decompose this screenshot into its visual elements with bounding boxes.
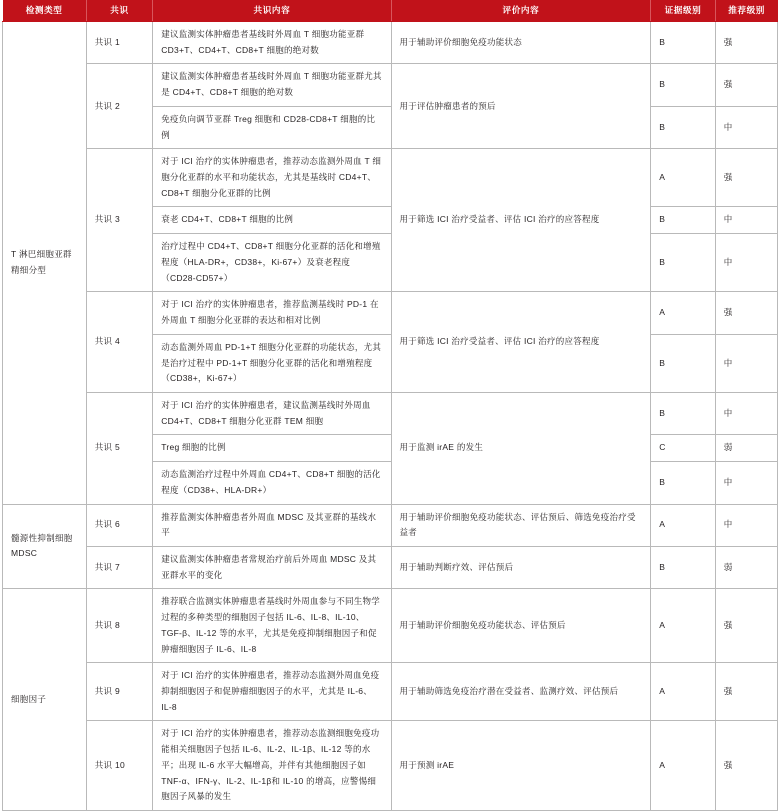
table-row — [3, 64, 778, 106]
table-body — [3, 22, 778, 811]
table-row — [3, 589, 778, 663]
recommend-level-cell: 中 — [715, 106, 777, 148]
evidence-level-cell: A — [651, 721, 715, 811]
evaluation-content-cell: 用于预测 irAE — [391, 721, 651, 811]
header-evaluation-content: 评价内容 — [391, 0, 651, 22]
recommend-level-cell: 中 — [715, 462, 777, 504]
consensus-number-cell: 共识 7 — [86, 546, 153, 588]
evidence-level-cell: B — [651, 392, 715, 434]
evidence-level-cell: B — [651, 462, 715, 504]
consensus-content-cell: 动态监测外周血 PD-1+T 细胞分化亚群的功能状态，尤其是治疗过程中 PD-1+T 细胞分化亚群的活化和增殖程度（CD38+，Ki-67+） — [153, 334, 391, 392]
table-row — [3, 392, 778, 434]
table-header — [3, 0, 778, 22]
consensus-number-cell: 共识 5 — [86, 392, 153, 504]
detection-type-cell: T 淋巴细胞亚群精细分型 — [3, 22, 87, 505]
evaluation-content-cell: 用于辅助筛选免疫治疗潜在受益者、监测疗效、评估预后 — [391, 663, 651, 721]
consensus-content-cell: 对于 ICI 治疗的实体肿瘤患者，推荐监测基线时 PD-1 在外周血 T 细胞分化亚群的表达和相对比例 — [153, 292, 391, 334]
recommend-level-cell: 弱 — [715, 546, 777, 588]
evaluation-content-cell: 用于筛选 ICI 治疗受益者、评估 ICI 治疗的应答程度 — [391, 292, 651, 393]
header-row — [3, 0, 778, 22]
consensus-number-cell: 共识 2 — [86, 64, 153, 149]
consensus-content-cell: 对于 ICI 治疗的实体肿瘤患者，推荐动态监测细胞免疫功能相关细胞因子包括 IL-6、IL-2、IL-1β、IL-12 等的水平；出现 IL-6 水平大幅增高，并伴有其他细胞因子如 TNF-α、IFN-γ、IL-2、IL-1β和 IL-10 的增高，应警惕细胞因子风暴的发生 — [153, 721, 391, 811]
header-consensus: 共识 — [86, 0, 153, 22]
evaluation-content-cell: 用于辅助评价细胞免疫功能状态、评估预后、筛选免疫治疗受益者 — [391, 504, 651, 546]
consensus-content-cell: 推荐监测实体肿瘤患者外周血 MDSC 及其亚群的基线水平 — [153, 504, 391, 546]
consensus-content-cell: 推荐联合监测实体肿瘤患者基线时外周血参与不同生物学过程的多种类型的细胞因子包括 IL-6、IL-8、IL-10、TGF-β、IL-12 等的水平，尤其是免疫抑制细胞因子和促肿瘤细胞因子 IL-6、IL-8 — [153, 589, 391, 663]
recommend-level-cell: 中 — [715, 334, 777, 392]
evidence-level-cell: C — [651, 435, 715, 462]
evidence-level-cell: A — [651, 663, 715, 721]
table-row — [3, 22, 778, 64]
evidence-level-cell: B — [651, 207, 715, 234]
table-row — [3, 721, 778, 811]
header-detection-type: 检测类型 — [3, 0, 87, 22]
evidence-level-cell: B — [651, 64, 715, 106]
recommend-level-cell: 强 — [715, 721, 777, 811]
consensus-number-cell: 共识 9 — [86, 663, 153, 721]
evidence-level-cell: A — [651, 504, 715, 546]
table-row — [3, 663, 778, 721]
detection-type-cell: 髓源性抑制细胞 MDSC — [3, 504, 87, 589]
evidence-level-cell: B — [651, 106, 715, 148]
consensus-table — [2, 0, 778, 811]
recommend-level-cell: 强 — [715, 64, 777, 106]
recommend-level-cell: 强 — [715, 663, 777, 721]
evaluation-content-cell: 用于监测 irAE 的发生 — [391, 392, 651, 504]
header-evidence-level: 证据级别 — [651, 0, 715, 22]
evidence-level-cell: A — [651, 292, 715, 334]
evaluation-content-cell: 用于辅助评价细胞免疫功能状态 — [391, 22, 651, 64]
recommend-level-cell: 中 — [715, 234, 777, 292]
consensus-number-cell: 共识 1 — [86, 22, 153, 64]
recommend-level-cell: 强 — [715, 22, 777, 64]
consensus-number-cell: 共识 3 — [86, 149, 153, 292]
consensus-content-cell: 对于 ICI 治疗的实体肿瘤患者，推荐动态监测外周血免疫抑制细胞因子和促肿瘤细胞因子的水平，尤其是 IL-6、IL-8 — [153, 663, 391, 721]
evaluation-content-cell: 用于评估肿瘤患者的预后 — [391, 64, 651, 149]
recommend-level-cell: 中 — [715, 392, 777, 434]
evaluation-content-cell: 用于辅助评价细胞免疫功能状态、评估预后 — [391, 589, 651, 663]
consensus-content-cell: 动态监测治疗过程中外周血 CD4+T、CD8+T 细胞的活化程度（CD38+、HLA-DR+） — [153, 462, 391, 504]
header-consensus-content: 共识内容 — [153, 0, 391, 22]
consensus-content-cell: 治疗过程中 CD4+T、CD8+T 细胞分化亚群的活化和增殖程度（HLA-DR+，CD38+，Ki-67+）及衰老程度（CD28-CD57+） — [153, 234, 391, 292]
consensus-content-cell: 免疫负向调节亚群 Treg 细胞和 CD28-CD8+T 细胞的比例 — [153, 106, 391, 148]
detection-type-cell: 细胞因子 — [3, 589, 87, 811]
recommend-level-cell: 中 — [715, 207, 777, 234]
header-recommend-level: 推荐级别 — [715, 0, 777, 22]
consensus-number-cell: 共识 8 — [86, 589, 153, 663]
table-row — [3, 504, 778, 546]
evidence-level-cell: B — [651, 22, 715, 64]
evidence-level-cell: A — [651, 149, 715, 207]
table-row — [3, 149, 778, 207]
consensus-content-cell: 建议监测实体肿瘤患者基线时外周血 T 细胞功能亚群 CD3+T、CD4+T、CD8+T 细胞的绝对数 — [153, 22, 391, 64]
consensus-number-cell: 共识 6 — [86, 504, 153, 546]
recommend-level-cell: 强 — [715, 589, 777, 663]
consensus-number-cell: 共识 4 — [86, 292, 153, 393]
evidence-level-cell: B — [651, 546, 715, 588]
consensus-content-cell: 建议监测实体肿瘤患者基线时外周血 T 细胞功能亚群尤其是 CD4+T、CD8+T 细胞的绝对数 — [153, 64, 391, 106]
evaluation-content-cell: 用于辅助判断疗效、评估预后 — [391, 546, 651, 588]
table-row — [3, 546, 778, 588]
evidence-level-cell: B — [651, 234, 715, 292]
recommend-level-cell: 强 — [715, 292, 777, 334]
recommend-level-cell: 弱 — [715, 435, 777, 462]
consensus-content-cell: 对于 ICI 治疗的实体肿瘤患者，推荐动态监测外周血 T 细胞分化亚群的水平和功能状态，尤其是基线时 CD4+T、CD8+T 细胞分化亚群的比例 — [153, 149, 391, 207]
consensus-number-cell: 共识 10 — [86, 721, 153, 811]
consensus-content-cell: Treg 细胞的比例 — [153, 435, 391, 462]
consensus-content-cell: 对于 ICI 治疗的实体肿瘤患者，建议监测基线时外周血 CD4+T、CD8+T 细胞分化亚群 TEM 细胞 — [153, 392, 391, 434]
recommend-level-cell: 强 — [715, 149, 777, 207]
recommend-level-cell: 中 — [715, 504, 777, 546]
evidence-level-cell: B — [651, 334, 715, 392]
consensus-content-cell: 衰老 CD4+T、CD8+T 细胞的比例 — [153, 207, 391, 234]
evaluation-content-cell: 用于筛选 ICI 治疗受益者、评估 ICI 治疗的应答程度 — [391, 149, 651, 292]
consensus-content-cell: 建议监测实体肿瘤患者常规治疗前后外周血 MDSC 及其亚群水平的变化 — [153, 546, 391, 588]
evidence-level-cell: A — [651, 589, 715, 663]
table-row — [3, 292, 778, 334]
